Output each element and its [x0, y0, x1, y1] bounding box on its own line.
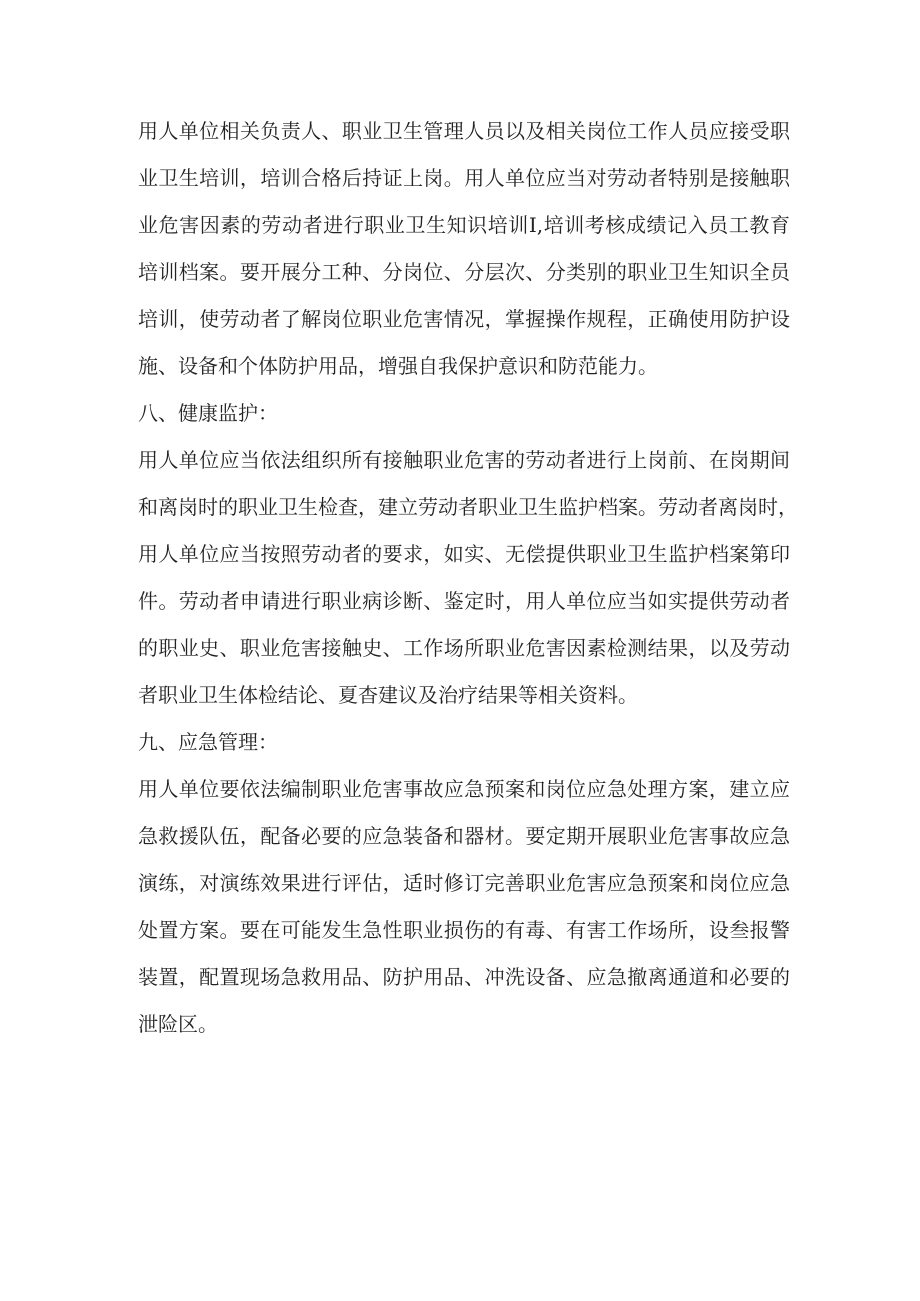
text-line: 急救援队伍，配备必要的应急装备和器材。要定期开展职业危害事故应急	[138, 824, 790, 848]
text-line: 业卫生培训，培训合格后持证上岗。用人单位应当对劳动者特别是接触职	[138, 166, 790, 190]
text-line: 泄险区。	[138, 1012, 218, 1036]
text-line: 装置，配置现场急救用品、防护用品、冲洗设备、应急撤离通道和必要的	[138, 965, 790, 989]
paragraph-health	[138, 437, 798, 719]
text-line: 业危害因素的劳动者进行职业卫生知识培训I,培训考核成绩记入员工教育	[138, 213, 790, 237]
text-line: 施、设备和个体防护用品，增强自我保护意识和防范能力。	[138, 354, 658, 378]
text-line: 处置方案。要在可能发生急性职业损伤的有毒、有害工作场所，设叁报警	[138, 918, 790, 942]
text-line: 用人单位应当按照劳动者的要求，如实、无偿提供职业卫生监护档案第印	[138, 542, 790, 566]
section-heading-health: 八、健康监护：	[138, 401, 278, 425]
paragraph-emergency	[138, 766, 790, 1048]
section-heading-emergency: 九、应急管理：	[138, 730, 278, 754]
text-line: 用人单位要依法编制职业危害事故应急预案和岗位应急处理方案，建立应	[138, 777, 790, 801]
text-line: 的职业史、职业危害接触史、工作场所职业危害因素检测结果，以及劳动	[138, 636, 790, 660]
document-body	[138, 108, 798, 1048]
text-line: 培训档案。要开展分工种、分岗位、分层次、分类别的职业卫生知识全员	[138, 260, 790, 284]
text-line: 用人单位应当依法组织所有接触职业危害的劳动者进行上岗前、在岗期间	[138, 448, 790, 472]
text-line: 培训，使劳动者了解岗位职业危害情况，掌握操作规程，正确使用防护设	[138, 307, 790, 331]
text-line: 演练，对演练效果进行评估，适时修订完善职业危害应急预案和岗位应急	[138, 871, 790, 895]
text-line: 者职业卫生体检结论、夏杳建议及治疗结果等相关资料。	[138, 683, 638, 707]
paragraph-training	[138, 108, 790, 390]
text-line: 用人单位相关负责人、职业卫生管理人员以及相关岗位工作人员应接受职	[138, 119, 790, 143]
text-line: 和离岗时的职业卫生检查，建立劳动者职业卫生监护档案。劳动者离岗时，	[138, 495, 798, 519]
text-line: 件。劳动者申请进行职业病诊断、鉴定时，用人单位应当如实提供劳动者	[138, 589, 790, 613]
